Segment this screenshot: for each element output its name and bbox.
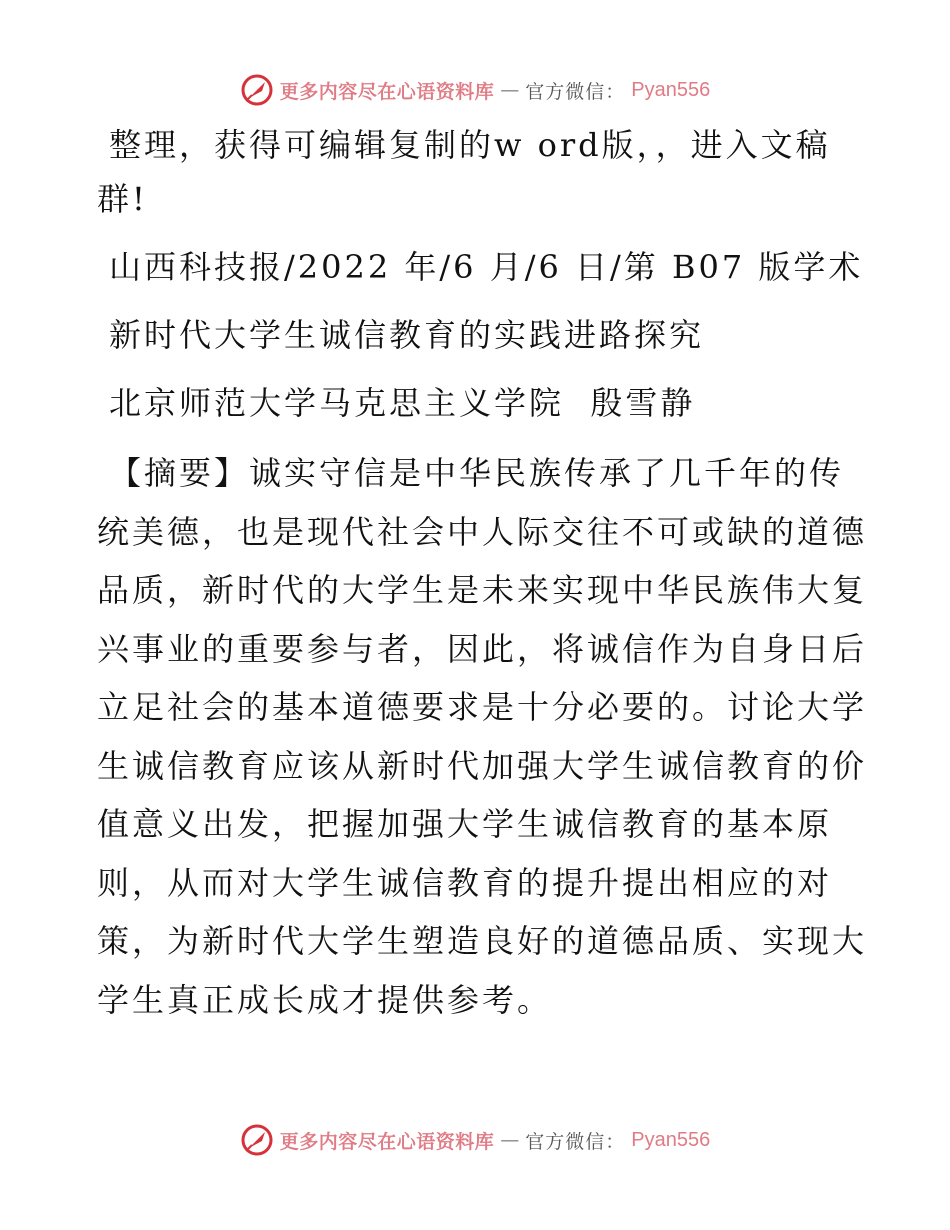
abstract-line: 策，为新时代大学生塑造良好的道德品质、实现大 — [97, 922, 868, 960]
article-title: 新时代大学生诚信教育的实践进路探究 — [109, 316, 705, 354]
author-line: 北京师范大学马克思主义学院 殷雪静 — [109, 384, 696, 422]
intro-line-2: 群! — [97, 180, 148, 218]
banner-text: 更多内容尽在心语资料库 — [279, 1130, 495, 1153]
banner-separator: — — [500, 1129, 520, 1151]
banner-inner — [240, 73, 711, 107]
abstract-line: 兴事业的重要参与者，因此，将诚信作为自身日后 — [97, 629, 868, 668]
banner-separator: — — [500, 79, 520, 101]
header-banner — [0, 70, 950, 110]
banner-inner — [240, 1123, 711, 1157]
banner-wechat-id: Pyan556 — [631, 1128, 711, 1151]
banner-wechat-label: 官方微信： — [525, 80, 626, 103]
source-line: 山西科技报/2022 年/6 月/6 日/第 B07 版学术 — [109, 248, 864, 286]
document-body — [97, 118, 867, 1029]
banner-text: 更多内容尽在心语资料库 — [279, 80, 495, 103]
abstract-line: 统美德，也是现代社会中人际交往不可或缺的道德 — [97, 512, 868, 551]
abstract-line: 立足社会的基本道德要求是十分必要的。讨论大学 — [97, 688, 868, 726]
abstract-line: 品质，新时代的大学生是未来实现中华民族伟大复 — [97, 571, 868, 609]
quill-circle-logo-icon — [240, 73, 274, 107]
footer-banner — [0, 1120, 950, 1160]
abstract-line: 则，从而对大学生诚信教育的提升提出相应的对 — [97, 863, 833, 902]
quill-circle-logo-icon — [240, 1123, 274, 1157]
abstract-line: 【摘要】诚实守信是中华民族传承了几千年的传 — [109, 454, 845, 492]
banner-wechat-id: Pyan556 — [631, 78, 711, 101]
intro-line-1: 整理，获得可编辑复制的w ord版，，进入文稿 — [109, 126, 831, 164]
abstract-line: 学生真正成长成才提供参考。 — [97, 980, 553, 1019]
abstract-line: 值意义出发，把握加强大学生诚信教育的基本原 — [97, 805, 833, 843]
abstract-line: 生诚信教育应该从新时代加强大学生诚信教育的价 — [97, 746, 868, 785]
abstract — [97, 444, 867, 1029]
banner-wechat-label: 官方微信： — [525, 1130, 626, 1153]
